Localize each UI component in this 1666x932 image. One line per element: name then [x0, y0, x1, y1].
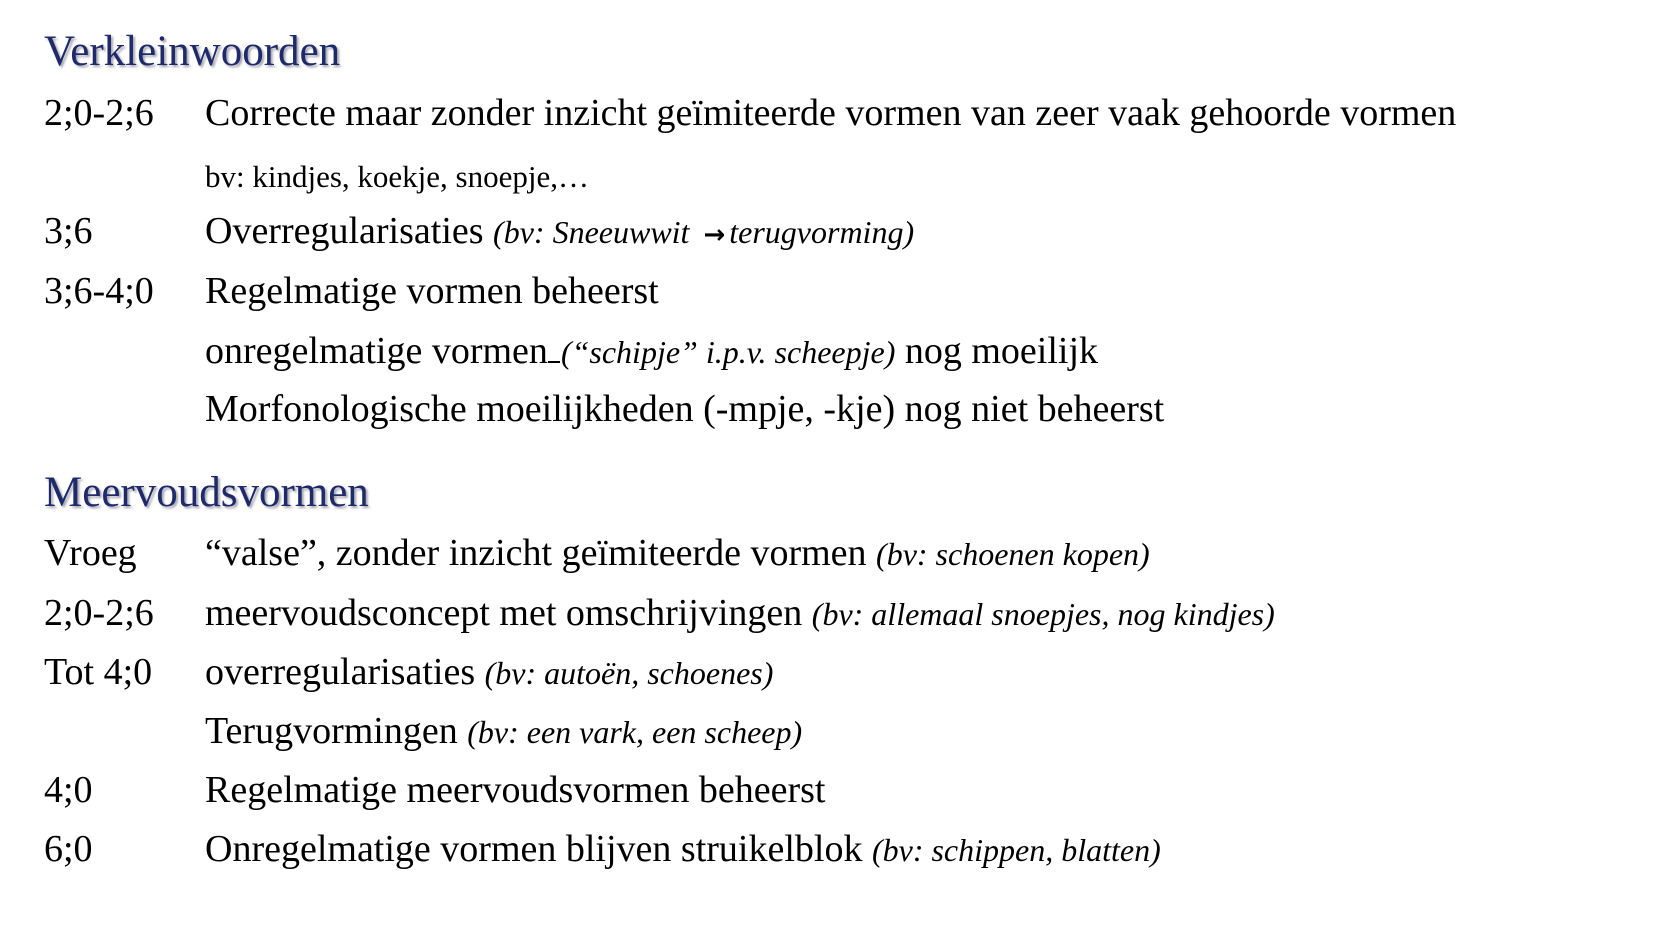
description: Regelmatige meervoudsvormen beheerst: [205, 769, 826, 811]
dim-row-4: [0, 266, 1666, 316]
age-label: Vroeg: [44, 532, 137, 574]
dim-row-6: [0, 384, 1666, 434]
age-label: 6;0: [44, 828, 93, 870]
underscore-mark: [548, 361, 560, 363]
description: Correcte maar zonder inzicht geïmiteerde vormen van zeer vaak gehoorde vormen: [205, 92, 1457, 134]
examples-text: bv: kindjes, koekje, snoepje,…: [205, 159, 589, 194]
example: (bv: schoenen kopen): [876, 536, 1150, 572]
dim-row-1: [0, 88, 1666, 138]
section-heading-verkleinwoorden: Verkleinwoorden: [44, 28, 341, 75]
description-wrap: [205, 528, 1150, 579]
dim-row-3: [0, 206, 1666, 256]
description: Onregelmatige vormen blijven struikelblok: [205, 828, 872, 870]
description: “valse”, zonder inzicht geïmiteerde vormen: [205, 532, 877, 574]
description: onregelmatige vormen: [205, 330, 548, 372]
description: overregularisaties: [205, 651, 485, 693]
description: Terugvormingen: [205, 710, 468, 752]
dim-row-2: [0, 152, 1666, 202]
age-label: 3;6: [44, 210, 93, 252]
age-label: 3;6-4;0: [44, 270, 154, 312]
description: Overregularisaties: [205, 210, 494, 252]
age-label: Tot 4;0: [44, 651, 153, 693]
example: (bv: een vark, een scheep): [467, 714, 803, 750]
description-wrap: [205, 206, 914, 260]
section-heading-meervoudsvormen: Meervoudsvormen: [44, 469, 369, 516]
plural-row-4: [0, 706, 1666, 756]
description-after: nog moeilijk: [895, 330, 1099, 372]
example: (bv: autoën, schoenes): [484, 655, 774, 691]
description-wrap: [205, 326, 1098, 377]
description: Regelmatige vormen beheerst: [205, 270, 659, 312]
example: (bv: allemaal snoepjes, nog kindjes): [811, 596, 1275, 632]
example-before: (bv: Sneeuwwit: [493, 214, 698, 250]
description: Morfonologische moeilijkheden (-mpje, -kje) nog niet beheerst: [205, 388, 1165, 430]
plural-row-3: [0, 647, 1666, 697]
plural-row-1: [0, 528, 1666, 578]
description: meervoudsconcept met omschrijvingen: [205, 592, 812, 634]
description-wrap: [205, 588, 1275, 639]
description-wrap: [205, 824, 1161, 875]
example: (bv: schippen, blatten): [871, 832, 1161, 868]
plural-row-2: [0, 588, 1666, 638]
age-label: 4;0: [44, 769, 93, 811]
age-label: 2;0-2;6: [44, 592, 154, 634]
description-wrap: [205, 647, 773, 698]
age-label: 2;0-2;6: [44, 92, 154, 134]
dim-row-5: [0, 326, 1666, 376]
plural-row-5: [0, 765, 1666, 815]
example-after: terugvorming): [729, 214, 915, 250]
description-wrap: [205, 706, 802, 757]
example: (“schipje” i.p.v. scheepje): [560, 334, 896, 370]
arrow-right-icon: →: [703, 220, 726, 250]
plural-row-6: [0, 824, 1666, 874]
